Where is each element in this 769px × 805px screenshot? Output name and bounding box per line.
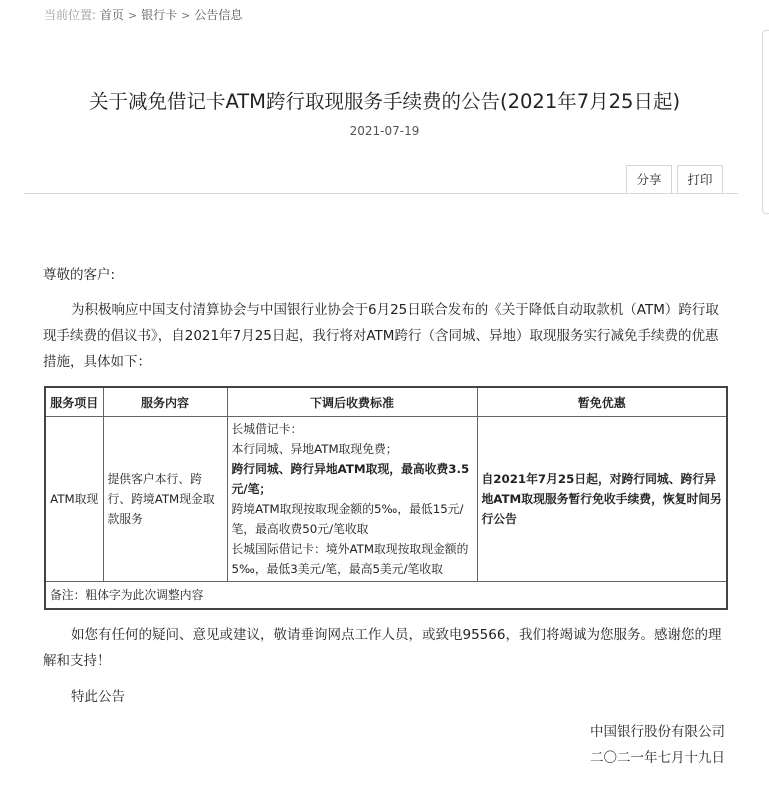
table-note-row (45, 582, 727, 610)
page-title: 关于减免借记卡ATM跨行取现服务手续费的公告(2021年7月25日起) (88, 90, 681, 113)
cell-service-item: ATM取现 (45, 417, 103, 582)
table-header-row (45, 387, 727, 417)
contact-paragraph: 如您有任何的疑问、意见或建议，敬请垂询网点工作人员，或致电95566，我们将竭诚为您服务。感谢您的理解和支持！ (43, 627, 722, 669)
side-panel-tab[interactable] (762, 30, 769, 214)
breadcrumb (44, 6, 242, 23)
header-fee-standard: 下调后收费标准 (227, 387, 477, 417)
standard-line-3: 跨行同城、跨行异地ATM取现，最高收费3.5元/笔； (231, 462, 470, 496)
closing-text: 特此公告 (71, 689, 125, 705)
intro-paragraph: 为积极响应中国支付清算协会与中国银行业协会于6月25日联合发布的《关于降低自动取款机（ATM）跨行取现手续费的倡议书》，自2021年7月25日起，我行将对ATM跨行（含同城、异地）取现服务实行减免手续费的优惠措施，具体如下： (43, 302, 719, 370)
cell-fee-standard (227, 417, 477, 582)
table-row (45, 417, 727, 582)
breadcrumb-announcements[interactable]: 公告信息 (194, 8, 243, 22)
share-button[interactable]: 分享 (626, 165, 672, 193)
cell-exemption: 自2021年7月25日起，对跨行同城、跨行异地ATM取现服务暂行免收手续费，恢复时间另行公告 (477, 417, 727, 582)
standard-line-5: 长城国际借记卡：境外ATM取现按取现金额的5‰，最低3美元/笔，最高5美元/笔收取 (231, 542, 469, 576)
greeting: 尊敬的客户: (43, 267, 116, 283)
header-service-content: 服务内容 (103, 387, 227, 417)
publish-date: 2021-07-19 (349, 124, 420, 138)
header-exemption: 暂免优惠 (477, 387, 727, 417)
breadcrumb-prefix: 当前位置: (44, 8, 97, 22)
chevron-right-icon: > (181, 9, 191, 22)
sign-date: 二〇二一年七月十九日 (590, 750, 725, 766)
header-service-item: 服务项目 (45, 387, 103, 417)
divider (24, 193, 738, 194)
standard-line-1: 长城借记卡： (231, 422, 303, 436)
chevron-right-icon: > (127, 9, 138, 22)
fee-table (44, 386, 728, 610)
breadcrumb-bank-card[interactable]: 银行卡 (141, 8, 178, 22)
cell-service-content: 提供客户本行、跨行、跨境ATM现金取款服务 (103, 417, 227, 582)
signer: 中国银行股份有限公司 (590, 724, 725, 740)
table-note: 备注：粗体字为此次调整内容 (45, 582, 727, 610)
print-button[interactable]: 打印 (677, 165, 723, 193)
standard-line-2: 本行同城、异地ATM取现免费； (231, 442, 398, 456)
breadcrumb-home[interactable]: 首页 (99, 8, 124, 22)
standard-line-4: 跨境ATM取现按取现金额的5‰，最低15元/笔，最高收费50元/笔收取 (231, 502, 464, 536)
